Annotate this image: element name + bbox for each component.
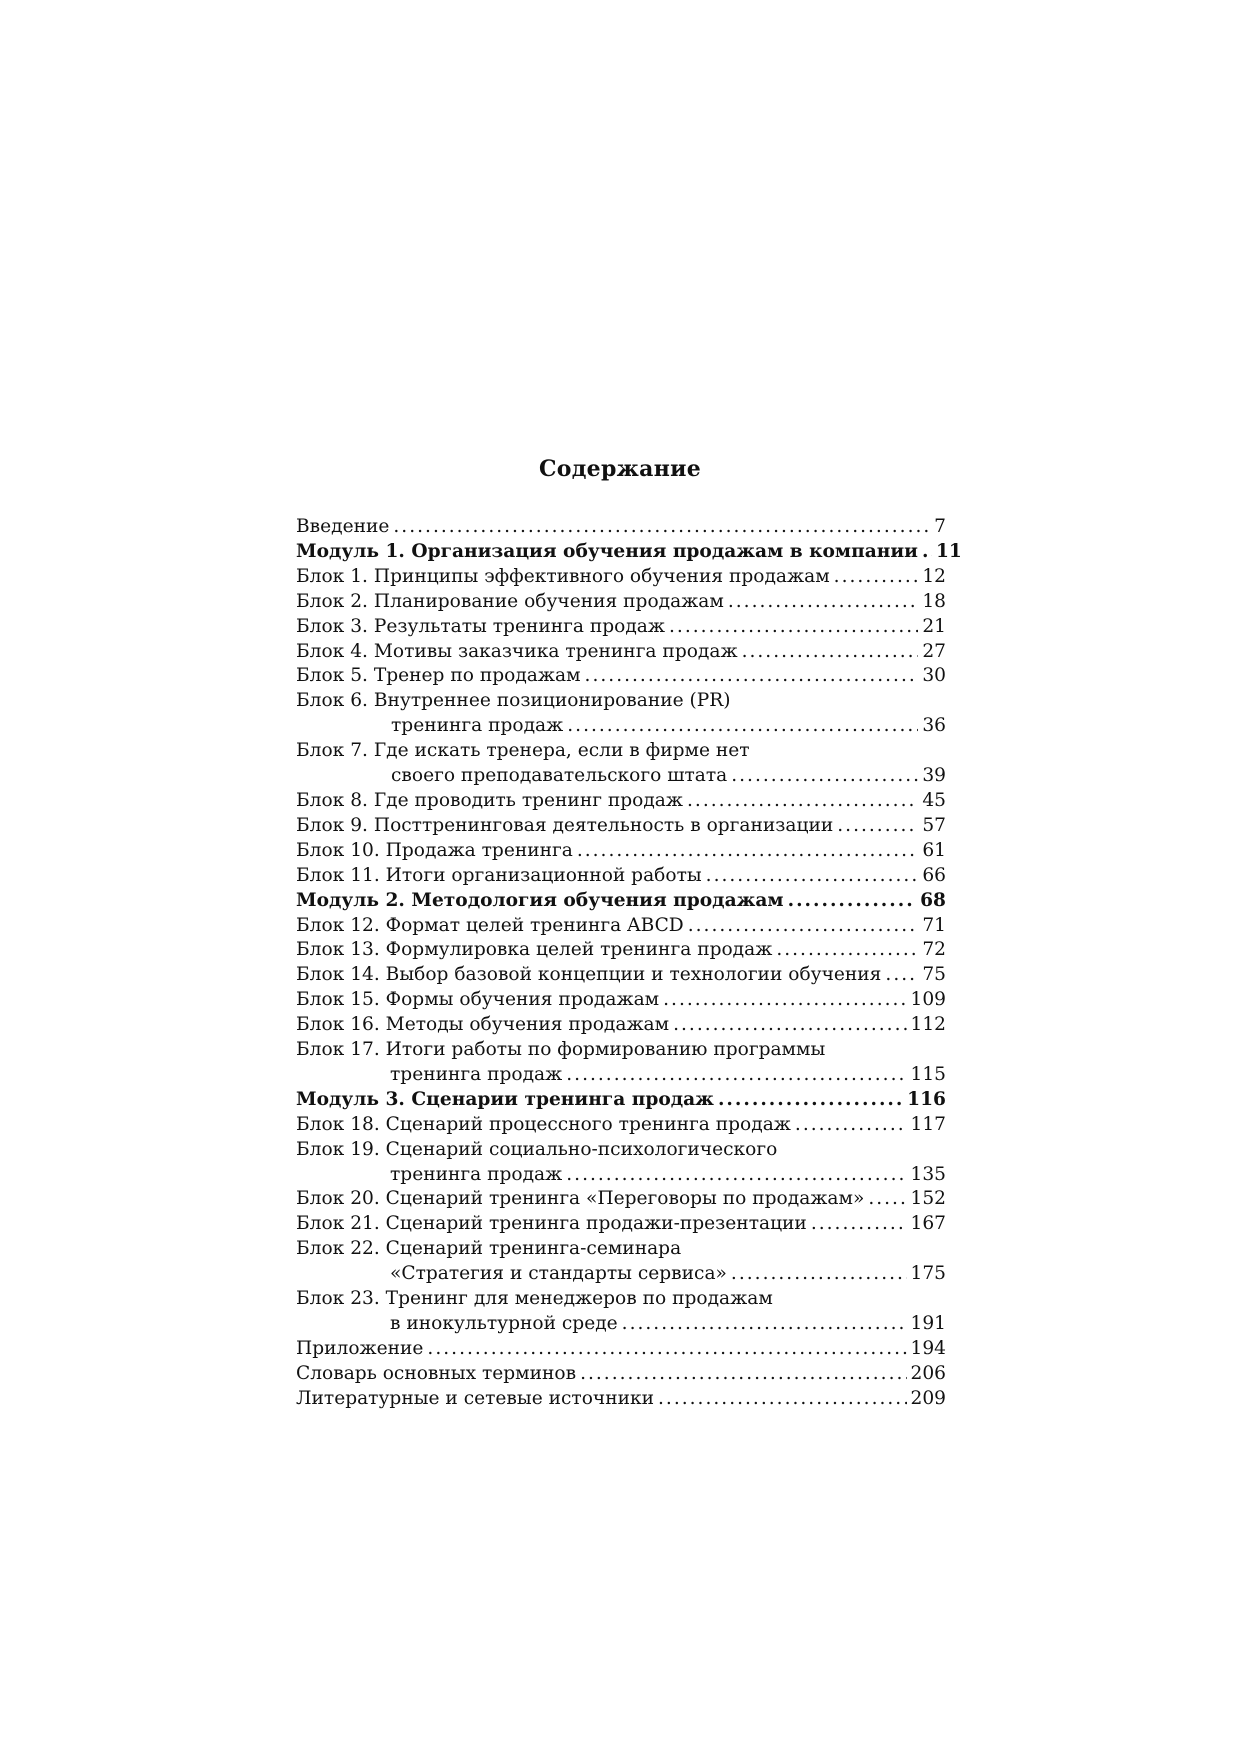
toc-page-number: 194 <box>910 1337 946 1359</box>
toc-entry-text: Блок 4. Мотивы заказчика тренинга продаж <box>296 640 738 662</box>
toc-page-number: 75 <box>922 964 946 986</box>
toc-entry[interactable] <box>296 1387 946 1412</box>
dot-leader <box>728 590 918 615</box>
table-of-contents <box>296 515 962 1412</box>
toc-entry[interactable] <box>296 515 946 540</box>
toc-page-number: 152 <box>910 1188 946 1210</box>
toc-page-number: 71 <box>922 914 946 936</box>
dot-leader <box>566 1063 906 1088</box>
toc-entry-text: своего преподавательского штата <box>391 765 728 787</box>
toc-entry-text: Модуль 1. Организация обучения продажам в компании <box>296 540 918 562</box>
toc-entry-text: в инокультурной среде <box>390 1313 618 1334</box>
toc-entry-text: Блок 11. Итоги организационной работы <box>296 864 702 886</box>
dot-leader <box>731 764 918 789</box>
dot-leader <box>731 1262 907 1287</box>
toc-entry-continuation <box>296 764 946 789</box>
toc-entry[interactable] <box>296 565 946 590</box>
dot-leader <box>788 889 917 914</box>
toc-entry[interactable] <box>296 1337 946 1362</box>
toc-entry[interactable] <box>296 615 946 640</box>
toc-page-number: 45 <box>922 789 946 811</box>
dot-leader <box>673 1013 906 1038</box>
toc-entry-text: Словарь основных терминов <box>296 1362 577 1384</box>
toc-entry-text: Блок 13. Формулировка целей тренинга продаж <box>296 939 773 961</box>
toc-entry-text: Блок 3. Результаты тренинга продаж <box>296 615 665 637</box>
dot-leader <box>669 615 918 640</box>
dot-leader <box>585 664 919 689</box>
toc-page-number: 109 <box>910 989 946 1011</box>
toc-page-number: 175 <box>910 1263 946 1285</box>
toc-entry[interactable] <box>296 640 946 665</box>
toc-entry-first-line: Блок 7. Где искать тренера, если в фирме нет <box>296 740 750 762</box>
toc-entry[interactable] <box>296 988 946 1013</box>
toc-entry[interactable] <box>296 1212 946 1237</box>
toc-entry-text: Блок 16. Методы обучения продажам <box>296 1014 670 1036</box>
toc-entry-text: Блок 14. Выбор базовой концепции и технологии обучения <box>296 964 882 986</box>
toc-entry[interactable] <box>296 963 946 988</box>
toc-module-heading[interactable] <box>296 1088 946 1113</box>
toc-page-number: 18 <box>922 590 946 612</box>
toc-page-number: 167 <box>910 1213 946 1235</box>
toc-entry-multiline[interactable] <box>296 689 946 739</box>
dot-leader <box>566 1163 906 1188</box>
toc-entry[interactable] <box>296 914 946 939</box>
toc-entry-first-line: Блок 22. Сценарий тренинга-семинара <box>296 1238 682 1260</box>
toc-entry-multiline[interactable] <box>296 1237 946 1287</box>
toc-entry-text: Блок 9. Посттренинговая деятельность в организации <box>296 814 834 836</box>
toc-page-number: 57 <box>922 814 946 836</box>
toc-entry-text: Блок 21. Сценарий тренинга продажи-презентации <box>296 1213 807 1235</box>
dot-leader <box>868 1187 906 1212</box>
toc-entry-text: Блок 8. Где проводить тренинг продаж <box>296 789 683 811</box>
dot-leader <box>658 1387 907 1412</box>
toc-entry-text: Блок 18. Сценарий процессного тренинга продаж <box>296 1113 791 1135</box>
toc-page-number: 7 <box>934 516 946 537</box>
toc-entry[interactable] <box>296 864 946 889</box>
toc-entry-continuation <box>296 1312 946 1337</box>
toc-entry-text: Приложение <box>296 1337 424 1359</box>
toc-page-number: 209 <box>910 1387 946 1409</box>
toc-entry-multiline[interactable] <box>296 1038 946 1088</box>
toc-entry-continuation <box>296 1262 946 1287</box>
toc-page-number: 72 <box>922 939 946 961</box>
toc-entry-text: Блок 20. Сценарий тренинга «Переговоры по продажам» <box>296 1188 865 1210</box>
toc-entry-text: Блок 12. Формат целей тренинга ABCD <box>296 914 684 936</box>
toc-entry[interactable] <box>296 590 946 615</box>
dot-leader <box>580 1362 906 1387</box>
dot-leader <box>742 640 919 665</box>
dot-leader <box>622 1312 907 1337</box>
toc-entry[interactable] <box>296 664 946 689</box>
toc-entry-text: Блок 5. Тренер по продажам <box>296 665 581 687</box>
toc-entry[interactable] <box>296 789 946 814</box>
toc-entry[interactable] <box>296 1362 946 1387</box>
toc-page-number: 68 <box>920 889 946 911</box>
toc-page-number: 112 <box>910 1014 946 1036</box>
dot-leader <box>885 963 918 988</box>
dot-leader <box>837 814 918 839</box>
dot-leader <box>795 1113 907 1138</box>
dot-leader <box>577 839 919 864</box>
toc-page-number: 135 <box>910 1163 946 1185</box>
toc-entry[interactable] <box>296 1013 946 1038</box>
dot-leader <box>811 1212 907 1237</box>
toc-page-number: 115 <box>910 1063 946 1085</box>
toc-entry-text: тренинга продаж <box>390 1163 563 1185</box>
toc-entry-first-line: Блок 23. Тренинг для менеджеров по продажам <box>296 1288 773 1310</box>
dot-leader <box>834 565 919 590</box>
toc-entry-text: Введение <box>296 516 390 537</box>
toc-page-number: 30 <box>922 665 946 687</box>
toc-entry-multiline[interactable] <box>296 1287 946 1337</box>
dot-leader <box>427 1337 906 1362</box>
toc-entry[interactable] <box>296 938 946 963</box>
toc-entry-text: Блок 10. Продажа тренинга <box>296 839 573 861</box>
toc-entry-continuation <box>296 714 946 739</box>
dot-leader <box>922 540 932 565</box>
toc-entry-text: тренинга продаж <box>391 715 564 737</box>
toc-entry[interactable] <box>296 1113 946 1138</box>
toc-module-heading[interactable] <box>296 540 962 565</box>
dot-leader <box>663 988 906 1013</box>
toc-entry-text: Литературные и сетевые источники <box>296 1387 654 1409</box>
toc-page-number: 27 <box>922 640 946 662</box>
toc-entry-text: Модуль 2. Методология обучения продажам <box>296 889 784 911</box>
toc-page-number: 11 <box>935 540 962 562</box>
toc-entry-text: Блок 2. Планирование обучения продажам <box>296 590 724 612</box>
toc-entry[interactable] <box>296 814 946 839</box>
toc-entry-continuation <box>296 1063 946 1088</box>
toc-entry-text: Блок 1. Принципы эффективного обучения продажам <box>296 565 830 587</box>
toc-page-number: 116 <box>907 1088 946 1110</box>
dot-leader <box>776 938 918 963</box>
dot-leader <box>688 914 919 939</box>
toc-entry-first-line: Блок 19. Сценарий социально-психологического <box>296 1138 778 1160</box>
toc-page-number: 12 <box>922 565 946 587</box>
dot-leader <box>393 515 930 540</box>
toc-page-number: 206 <box>910 1362 946 1384</box>
toc-title: Содержание <box>538 456 702 482</box>
dot-leader <box>706 864 919 889</box>
toc-entry-text: Модуль 3. Сценарии тренинга продаж <box>296 1088 714 1110</box>
toc-entry-text: тренинга продаж <box>390 1063 563 1085</box>
toc-page-number: 36 <box>922 715 946 737</box>
toc-page-number: 61 <box>922 839 946 861</box>
toc-page-number: 66 <box>922 864 946 886</box>
toc-page-number: 117 <box>910 1113 946 1135</box>
toc-entry[interactable] <box>296 839 946 864</box>
toc-entry[interactable] <box>296 1187 946 1212</box>
toc-entry-first-line: Блок 17. Итоги работы по формированию программы <box>296 1039 826 1061</box>
dot-leader <box>718 1088 903 1113</box>
toc-page-number: 191 <box>910 1313 946 1334</box>
toc-entry-multiline[interactable] <box>296 739 946 789</box>
toc-module-heading[interactable] <box>296 889 946 914</box>
dot-leader <box>567 714 918 739</box>
toc-entry-multiline[interactable] <box>296 1138 946 1188</box>
toc-entry-text: Блок 15. Формы обучения продажам <box>296 989 660 1011</box>
dot-leader <box>687 789 918 814</box>
toc-entry-continuation <box>296 1163 946 1188</box>
toc-entry-text: «Стратегия и стандарты сервиса» <box>390 1263 727 1285</box>
toc-entry-first-line: Блок 6. Внутреннее позиционирование (PR) <box>296 690 731 712</box>
toc-page-number: 21 <box>922 615 946 637</box>
toc-page-number: 39 <box>922 765 946 787</box>
